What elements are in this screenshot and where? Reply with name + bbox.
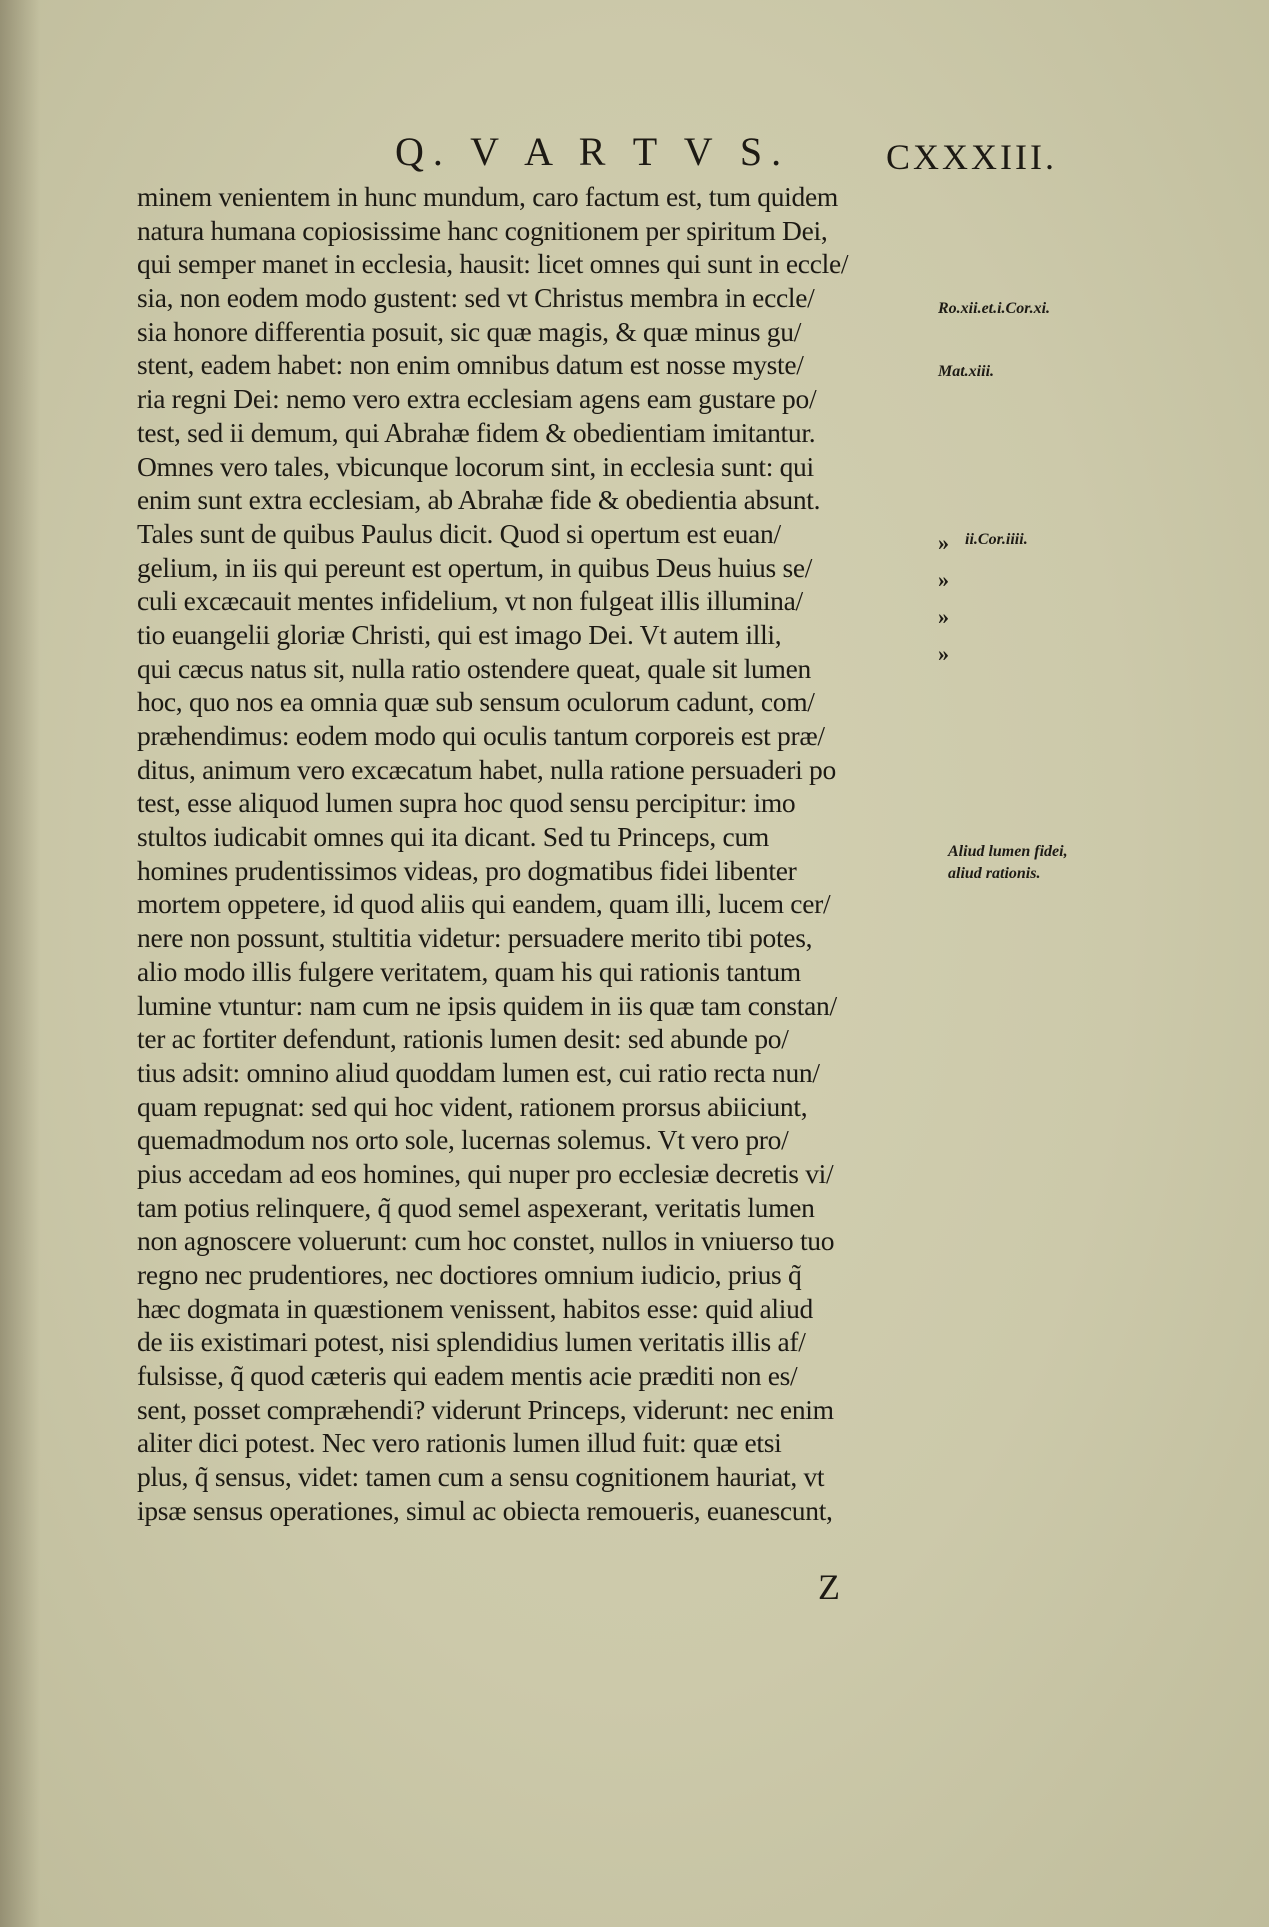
text-line: gelium, in iis qui pereunt est opertum, in quibus Deus huius se/ (137, 551, 813, 583)
body-text (137, 180, 927, 1528)
text-line: alio modo illis fulgere veritatem, quam his qui rationis tantum (137, 955, 801, 987)
text-line: Omnes vero tales, vbicunque locorum sint, in ecclesia sunt: qui (137, 450, 814, 482)
text-line: ditus, animum vero excæcatum habet, nulla ratione persuaderi po (137, 753, 836, 785)
quotation-mark: » (938, 530, 949, 555)
text-line: natura humana copiosissime hanc cognitionem per spiritum Dei, (137, 214, 828, 246)
quotation-mark: » (938, 567, 949, 592)
text-line: ria regni Dei: nemo vero extra ecclesiam agens eam gustare po/ (137, 383, 817, 415)
text-line: nere non possunt, stultitia videtur: persuadere merito tibi potes, (137, 922, 813, 954)
text-line: enim sunt extra ecclesiam, ab Abrahæ fide & obedientia absunt. (137, 484, 821, 516)
margin-note-aliud-fidei: Aliud lumen fidei, (948, 843, 1068, 860)
folio-number: CXXXIII. (886, 137, 1057, 177)
text-line: hæc dogmata in quæstionem venissent, habitos esse: quid aliud (137, 1292, 813, 1324)
text-line: hoc, quo nos ea omnia quæ sub sensum oculorum cadunt, com/ (137, 686, 815, 718)
text-line: homines prudentissimos videas, pro dogmatibus fidei libenter (137, 854, 797, 886)
text-line: sia, non eodem modo gustent: sed vt Christus membra in eccle/ (137, 282, 815, 314)
text-line: stent, eadem habet: non enim omnibus datum est nosse myste/ (137, 349, 804, 381)
text-line: de iis existimari potest, nisi splendidius lumen veritatis illis af/ (137, 1326, 806, 1358)
text-line: test, esse aliquod lumen supra hoc quod sensu percipitur: imo (137, 787, 796, 819)
signature-mark: Z (818, 1567, 842, 1607)
text-line: plus, q̃ sensus, videt: tamen cum a sensu cognitionem hauriat, vt (137, 1461, 825, 1493)
text-line: tio euangelii gloriæ Christi, qui est imago Dei. Vt autem illi, (137, 618, 782, 650)
text-line: non agnoscere voluerunt: cum hoc constet, nullos in vniuerso tuo (137, 1225, 835, 1257)
text-line: quemadmodum nos orto sole, lucernas solemus. Vt vero pro/ (137, 1124, 789, 1156)
text-line: aliter dici potest. Nec vero rationis lumen illud fuit: quæ etsi (137, 1427, 782, 1459)
page-edge-shadow (0, 0, 40, 1927)
margin-note-mat: Mat.xiii. (938, 363, 995, 380)
text-line: pius accedam ad eos homines, qui nuper pro ecclesiæ decretis vi/ (137, 1157, 834, 1189)
text-line: test, sed ii demum, qui Abrahæ fidem & obedientiam imitantur. (137, 416, 816, 448)
text-line: præhendimus: eodem modo qui oculis tantum corporeis est præ/ (137, 720, 825, 751)
text-line: Tales sunt de quibus Paulus dicit. Quod si opertum est euan/ (137, 517, 781, 549)
running-head: Q. V A R T V S. (395, 129, 791, 174)
text-line: ter ac fortiter defendunt, rationis lumen desit: sed abunde po/ (137, 1023, 789, 1055)
text-line: culi excæcauit mentes infidelium, vt non fulgeat illis illumina/ (137, 585, 803, 617)
text-line: tam potius relinquere, q̃ quod semel aspexerant, veritatis lumen (137, 1191, 815, 1223)
text-line: sia honore differentia posuit, sic quæ magis, & quæ minus gu/ (137, 315, 802, 347)
text-line: quam repugnat: sed qui hoc vident, rationem prorsus abiiciunt, (137, 1090, 808, 1122)
text-line: fulsisse, q̃ quod cæteris qui eadem mentis acie præditi non es/ (137, 1360, 798, 1392)
text-line: qui cæcus natus sit, nulla ratio ostendere queat, quale sit lumen (137, 652, 811, 684)
text-line: lumine vtuntur: nam cum ne ipsis quidem in iis quæ tam constan/ (137, 989, 837, 1021)
text-line: qui semper manet in ecclesia, hausit: licet omnes qui sunt in eccle/ (137, 248, 849, 280)
text-line: sent, posset compræhendi? viderunt Princeps, viderunt: nec enim (137, 1393, 834, 1425)
margin-note-ro-cor: Ro.xii.et.i.Cor.xi. (938, 300, 1051, 317)
text-line: mortem oppetere, id quod aliis qui eandem, quam illi, lucem cer/ (137, 888, 831, 920)
text-line: tius adsit: omnino aliud quoddam lumen est, cui ratio recta nun/ (137, 1056, 820, 1088)
text-line: stultos iudicabit omnes qui ita dicant. Sed tu Princeps, cum (137, 821, 769, 853)
quotation-mark: » (938, 604, 949, 629)
text-line: ipsæ sensus operationes, simul ac obiecta remoueris, euanescunt, (137, 1494, 833, 1526)
margin-note-ii-cor: ii.Cor.iiii. (965, 531, 1028, 548)
margin-note-aliud-rationis: aliud rationis. (948, 865, 1041, 882)
quotation-mark: » (938, 641, 949, 666)
text-line: minem venientem in hunc mundum, caro factum est, tum quidem (137, 181, 838, 212)
text-line: regno nec prudentiores, nec doctiores omnium iudicio, prius q̃ (137, 1259, 802, 1290)
